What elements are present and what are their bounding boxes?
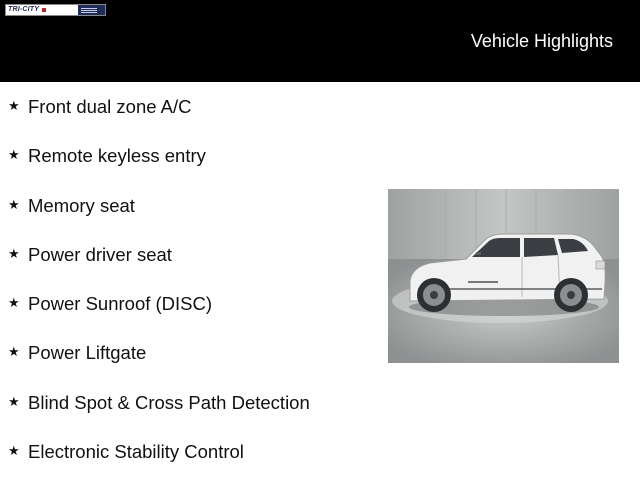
list-item: [8, 244, 310, 293]
feature-label: Power driver seat: [28, 243, 172, 265]
logo-line: [81, 10, 97, 11]
star-icon: ★: [8, 196, 20, 212]
logo-main: [6, 5, 78, 15]
star-icon: ★: [8, 147, 20, 163]
star-icon: ★: [8, 245, 20, 261]
page-title: Vehicle Highlights: [470, 31, 613, 51]
feature-label: Front dual zone A/C: [28, 96, 192, 117]
list-item: [8, 96, 310, 145]
list-item: [8, 293, 310, 342]
vehicle-photo: [388, 189, 619, 363]
logo-mark: [42, 8, 46, 12]
list-item: [8, 441, 310, 490]
feature-list: [8, 96, 310, 490]
logo-text: TRI-CITY: [8, 6, 40, 13]
star-icon: ★: [8, 443, 20, 459]
feature-label: Power Sunroof (DISC): [28, 293, 213, 315]
feature-label: Power Liftgate: [28, 342, 147, 364]
star-icon: ★: [8, 344, 20, 360]
list-item: [8, 145, 310, 194]
star-icon: ★: [8, 98, 20, 113]
feature-label: Blind Spot & Cross Path Detection: [28, 391, 310, 413]
feature-label: Electronic Stability Control: [28, 441, 244, 463]
dealer-logo: [5, 4, 106, 16]
star-icon: ★: [8, 295, 20, 311]
feature-label: Remote keyless entry: [28, 145, 206, 167]
vehicle-image: [388, 189, 619, 363]
logo-line: [81, 8, 97, 9]
header-bar: [0, 0, 640, 82]
logo-contact-block: [78, 5, 105, 15]
star-icon: ★: [8, 393, 20, 409]
list-item: [8, 342, 310, 391]
list-item: [8, 392, 310, 441]
logo-line: [81, 12, 97, 13]
list-item: [8, 195, 310, 244]
feature-label: Memory seat: [28, 194, 135, 216]
